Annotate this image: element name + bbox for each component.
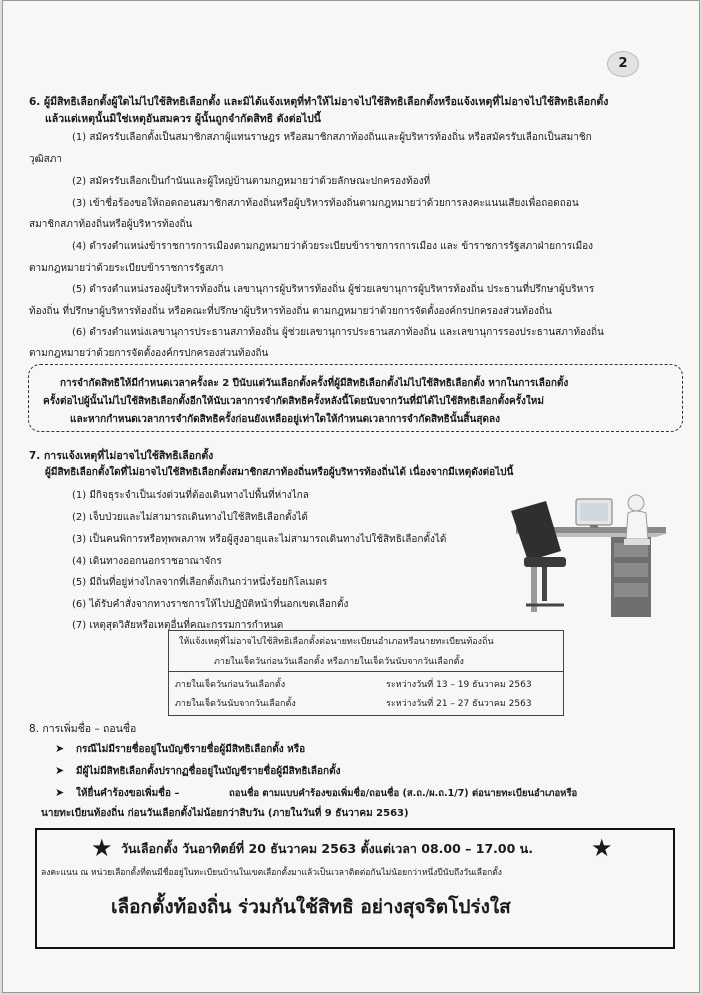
section6-item-5-cont: ท้องถิ่น ที่ปรึกษาผู้บริหารท้องถิ่น หรือคณะที่ปรึกษาผู้บริหารท้องถิ่น ตามกฎหมายว่าด้วยการจัดตั้งองค์กรปกครองส่วนท้องถิ่น xyxy=(29,306,552,317)
section8-bullet-3a: ให้ยื่นคำร้องขอเพิ่มชื่อ – xyxy=(76,788,180,799)
section6-item-6-cont: ตามกฎหมายว่าด้วยการจัดตั้งองค์กรปกครองส่วนท้องถิ่น xyxy=(29,348,269,359)
notify-row-1-value: ระหว่างวันที่ 13 – 19 ธันวาคม 2563 xyxy=(386,680,532,690)
section7-item-5: (5) มีถิ่นที่อยู่ห่างไกลจากที่เลือกตั้งเกินกว่าหนึ่งร้อยกิโลเมตร xyxy=(72,577,328,588)
star-icon: ★ xyxy=(91,834,113,862)
notify-row-1-label: ภายในเจ็ดวันก่อนวันเลือกตั้ง xyxy=(175,680,286,690)
restriction-notice-line1: การจำกัดสิทธิให้มีกำหนดเวลาครั้งละ 2 ปีนับแต่วันเลือกตั้งครั้งที่ผู้มีสิทธิเลือกตั้งไม่ไปใช้สิทธิเลือกตั้ง หากในการเลือกตั้ง xyxy=(60,378,569,389)
election-voting-note: ลงคะแนน ณ หน่วยเลือกตั้งที่ตนมีชื่ออยู่ในทะเบียนบ้านในเขตเลือกตั้งมาแล้วเป็นเวลาติดต่อกันไม่น้อยกว่าหนึ่งปีนับถึงวันเลือกตั้ง xyxy=(41,868,502,878)
section6-item-3: (3) เข้าชื่อร้องขอให้ถอดถอนสมาชิกสภาท้องถิ่นหรือผู้บริหารท้องถิ่นตามกฎหมายว่าด้วยการลงคะแนนเสียงเพื่อถอดถอน xyxy=(72,198,579,209)
section6-item-1: (1) สมัครรับเลือกตั้งเป็นสมาชิกสภาผู้แทนราษฎร หรือสมาชิกสภาท้องถิ่นและผู้บริหารท้องถิ่น หรือสมัครรับเลือกเป็นสมาชิก xyxy=(72,132,592,143)
section6-item-4-cont: ตามกฎหมายว่าด้วยระเบียบข้าราชการรัฐสภา xyxy=(29,263,224,274)
section7-intro: ผู้มีสิทธิเลือกตั้งใดที่ไม่อาจไปใช้สิทธิเลือกตั้งสมาชิกสภาท้องถิ่นหรือผู้บริหารท้องถิ่นได้ เนื่องจากมีเหตุดังต่อไปนี้ xyxy=(45,467,514,478)
restriction-notice-line2: ครั้งต่อไปผู้นั้นไม่ไปใช้สิทธิเลือกตั้งอีกให้นับเวลาการจำกัดสิทธิครั้งหลังนี้โดยนับจากวันที่มิได้ไปใช้สิทธิเลือกตั้งครั้งใหม่ xyxy=(43,396,544,407)
bullet-arrow-icon: ➤ xyxy=(55,742,65,755)
section8-bullet-3b: ถอนชื่อ ตามแบบคำร้องขอเพิ่มชื่อ/ถอนชื่อ (ส.ถ./ผ.ถ.1/7) ต่อนายทะเบียนอำเภอหรือ xyxy=(229,788,578,799)
office-desk-illustration xyxy=(506,491,681,626)
notify-instruction-line1: ให้แจ้งเหตุที่ไม่อาจไปใช้สิทธิเลือกตั้งต่อนายทะเบียนอำเภอหรือนายทะเบียนท้องถิ่น xyxy=(179,637,494,647)
election-slogan: เลือกตั้งท้องถิ่น ร่วมกันใช้สิทธิ อย่างสุจริตโปร่งใส xyxy=(111,896,511,918)
notify-box-divider xyxy=(169,671,563,672)
section6-item-5: (5) ดำรงตำแหน่งรองผู้บริหารท้องถิ่น เลขานุการผู้บริหารท้องถิ่น ผู้ช่วยเลขานุการผู้บริหารท้องถิ่น ประธานที่ปรึกษาผู้บริหาร xyxy=(72,284,595,295)
section8-bullet-2: มีผู้ไม่มีสิทธิเลือกตั้งปรากฏชื่ออยู่ในบัญชีรายชื่อผู้มีสิทธิเลือกตั้ง xyxy=(76,766,341,777)
section7-item-6: (6) ได้รับคำสั่งจากทางราชการให้ไปปฏิบัติหน้าที่นอกเขตเลือกตั้ง xyxy=(72,599,349,610)
section6-heading-line1: 6. ผู้มีสิทธิเลือกตั้งผู้ใดไม่ไปใช้สิทธิเลือกตั้ง และมิได้แจ้งเหตุที่ทำให้ไม่อาจไปใช้สิทธิเลือกตั้งหรือแจ้งเหตุที่ไม่อาจไปใช้สิทธิเลือกตั้ง xyxy=(29,96,609,108)
section6-item-6: (6) ดำรงตำแหน่งเลขานุการประธานสภาท้องถิ่น ผู้ช่วยเลขานุการประธานสภาท้องถิ่น และเลขานุการรองประธานสภาท้องถิ่น xyxy=(72,327,604,338)
election-date-line: วันเลือกตั้ง วันอาทิตย์ที่ 20 ธันวาคม 2563 ตั้งแต่เวลา 08.00 – 17.00 น. xyxy=(121,841,533,856)
page-number-badge: 2 xyxy=(607,51,639,77)
bullet-arrow-icon: ➤ xyxy=(55,764,65,777)
section6-item-1-cont: วุฒิสภา xyxy=(29,154,62,165)
section6-heading-line2: แล้วแต่เหตุนั้นมิใช่เหตุอันสมควร ผู้นั้นถูกจำกัดสิทธิ ดังต่อไปนี้ xyxy=(45,113,321,125)
section7-item-1: (1) มีกิจธุระจำเป็นเร่งด่วนที่ต้องเดินทางไปพื้นที่ห่างไกล xyxy=(72,490,309,501)
section8-bullet-1: กรณีไม่มีรายชื่ออยู่ในบัญชีรายชื่อผู้มีสิทธิเลือกตั้ง หรือ xyxy=(76,744,306,755)
section7-item-4: (4) เดินทางออกนอกราชอาณาจักร xyxy=(72,556,222,567)
star-icon: ★ xyxy=(591,834,613,862)
section7-item-3: (3) เป็นคนพิการหรือทุพพลภาพ หรือผู้สูงอายุและไม่สามารถเดินทางไปใช้สิทธิเลือกตั้งได้ xyxy=(72,534,447,545)
restriction-notice-line3: และหากกำหนดเวลาการจำกัดสิทธิครั้งก่อนยังเหลืออยู่เท่าใดให้กำหนดเวลาการจำกัดสิทธินั้นสิ้นสุดลง xyxy=(70,414,500,425)
section8-bullet-3c: นายทะเบียนท้องถิ่น ก่อนวันเลือกตั้งไม่น้อยกว่าสิบวัน (ภายในวันที่ 9 ธันวาคม 2563) xyxy=(41,808,409,819)
notify-row-2-value: ระหว่างวันที่ 21 – 27 ธันวาคม 2563 xyxy=(386,699,532,709)
section6-item-3-cont: สมาชิกสภาท้องถิ่นหรือผู้บริหารท้องถิ่น xyxy=(29,219,193,230)
section6-item-4: (4) ดำรงตำแหน่งข้าราชการการเมืองตามกฎหมายว่าด้วยระเบียบข้าราชการการเมือง และ ข้าราชการรัฐสภาฝ่ายการเมือง xyxy=(72,241,594,252)
section8-heading: 8. การเพิ่มชื่อ – ถอนชื่อ xyxy=(29,723,137,735)
section7-item-7: (7) เหตุสุดวิสัยหรือเหตุอื่นที่คณะกรรมการกำหนด xyxy=(72,620,284,631)
notify-row-2-label: ภายในเจ็ดวันนับจากวันเลือกตั้ง xyxy=(175,699,296,709)
section7-item-2: (2) เจ็บป่วยและไม่สามารถเดินทางไปใช้สิทธิเลือกตั้งได้ xyxy=(72,512,308,523)
document-page xyxy=(2,0,700,993)
notify-instruction-line2: ภายในเจ็ดวันก่อนวันเลือกตั้ง หรือภายในเจ็ดวันนับจากวันเลือกตั้ง xyxy=(214,657,464,667)
bullet-arrow-icon: ➤ xyxy=(55,786,65,799)
section6-item-2: (2) สมัครรับเลือกเป็นกำนันและผู้ใหญ่บ้านตามกฎหมายว่าด้วยลักษณะปกครองท้องที่ xyxy=(72,176,431,187)
section7-heading: 7. การแจ้งเหตุที่ไม่อาจไปใช้สิทธิเลือกตั้ง xyxy=(29,450,214,462)
